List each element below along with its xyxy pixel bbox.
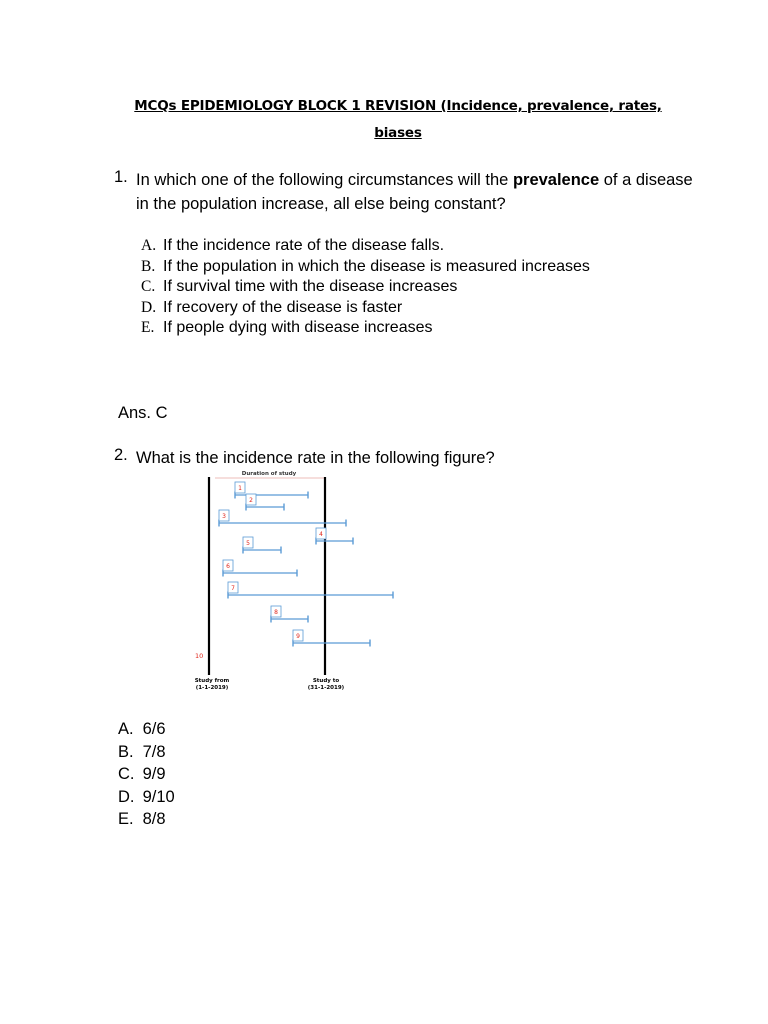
subject-4-label: 4 (319, 531, 323, 538)
subject-6-timeline (223, 560, 297, 577)
option-b: B. If the population in which the disease is measured increases (141, 257, 590, 275)
subject-8-timeline (271, 606, 308, 623)
subject-3-timeline (219, 510, 346, 527)
subject-8-label: 8 (274, 609, 278, 616)
subject-2-label: 2 (249, 497, 253, 504)
answer-1: Ans. C (118, 404, 168, 422)
option-e: E. If people dying with disease increases (141, 319, 433, 336)
document-title: MCQs EPIDEMIOLOGY BLOCK 1 REVISION (Incidence, prevalence, rates, (134, 98, 662, 114)
question-1-keyword: prevalence (512, 171, 600, 189)
subject-7-label: 7 (231, 585, 235, 592)
option-d: D. If recovery of the disease is faster (141, 298, 403, 316)
subject-6-label: 6 (226, 563, 230, 570)
question-1-text: In which one of the following circumstances will the prevalence of a disease in the population increase, all else being constant? (136, 171, 693, 213)
question-1-options (141, 236, 590, 339)
question-2-text: What is the incidence rate in the following figure? (136, 449, 495, 467)
study-to-date: (31-1-2019) (307, 685, 345, 691)
subject-9-label: 9 (296, 633, 300, 640)
option-e: E. 8/8 (118, 810, 166, 829)
option-c: C. 9/9 (118, 765, 166, 784)
option-c: C. If survival time with the disease increases (141, 278, 458, 295)
study-to-label: Study to (312, 678, 340, 684)
option-a: A. If the incidence rate of the disease falls. (141, 237, 445, 254)
subject-10-label: 10 (195, 652, 204, 660)
study-timeline-figure (185, 465, 405, 695)
figure-header: Duration of study (241, 471, 297, 477)
study-from-label: Study from (194, 678, 230, 684)
question-2-number: 2. (114, 446, 128, 464)
subject-5-timeline (243, 537, 281, 554)
subject-5-label: 5 (246, 540, 250, 547)
subject-4-timeline (316, 528, 353, 545)
subject-2-timeline (246, 494, 284, 511)
question-2-options (118, 718, 175, 831)
option-a: A. 6/6 (118, 720, 166, 738)
option-b: B. 7/8 (118, 742, 166, 761)
subject-timelines (219, 482, 393, 647)
subject-7-timeline (228, 582, 393, 599)
subject-1-label: 1 (238, 485, 242, 492)
option-d: D. 9/10 (118, 787, 175, 806)
question-1-number: 1. (114, 168, 128, 186)
study-from-date: (1-1-2019) (195, 685, 229, 691)
document-title-continued: biases (374, 125, 422, 141)
subject-9-timeline (293, 630, 370, 647)
subject-3-label: 3 (222, 513, 226, 520)
